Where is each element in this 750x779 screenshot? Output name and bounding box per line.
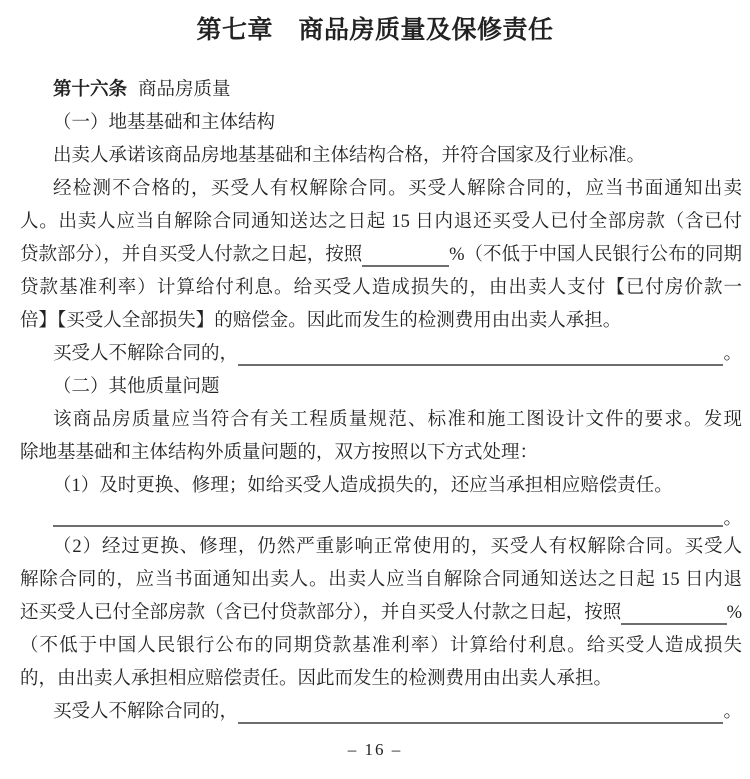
document-body <box>0 74 750 729</box>
fill-in-blank-underline <box>238 702 723 724</box>
paragraph-line: 该商品房质量应当符合有关工程质量规范、标准和施工图设计文件的要求。发现 <box>53 410 742 430</box>
no-rescind-clause-line <box>20 338 742 371</box>
paragraph-line: 人。出卖人应当自解除合同通知送达之日起 15 日内退还买受人已付全部房款（含已付 <box>20 212 742 232</box>
interest-rate-blank-underline <box>621 603 726 625</box>
paragraph-line: 的，由出卖人承担相应赔偿责任。因此而发生的检测费用由出卖人承担。 <box>20 669 613 689</box>
clause-title: 商品房质量 <box>138 80 231 100</box>
section-1-heading: （一）地基基础和主体结构 <box>53 113 276 133</box>
standalone-blank-line <box>20 503 742 531</box>
item-2-line: （2）经过更换、修理，仍然严重影响正常使用的，买受人有权解除合同。买受人 <box>53 537 742 557</box>
percent-sign: % <box>726 603 742 623</box>
no-rescind-clause-line <box>20 696 742 729</box>
clause-number: 第十六条 <box>53 80 128 100</box>
paragraph-line: 出卖人承诺该商品房地基基础和主体结构合格，并符合国家及行业标准。 <box>53 146 646 166</box>
period-mark: 。 <box>723 344 742 364</box>
interest-rate-blank-underline <box>362 245 449 267</box>
chapter-title: 第七章 商品房质量及保修责任 <box>196 16 554 44</box>
paragraph-text: %（不低于中国人民银行公布的同期 <box>449 245 742 265</box>
item-1-line: （1）及时更换、修理；如给买受人造成损失的，还应当承担相应赔偿责任。 <box>53 476 673 496</box>
section-2-heading: （二）其他质量问题 <box>53 377 220 397</box>
paragraph-line: （不低于中国人民银行公布的同期贷款基准利率）计算给付利息。给买受人造成损失 <box>20 636 742 656</box>
document-page <box>0 14 750 761</box>
paragraph-text: 贷款部分），并自买受人付款之日起，按照 <box>20 245 363 265</box>
period-mark: 。 <box>723 702 742 722</box>
paragraph-text: 买受人不解除合同的， <box>53 344 239 364</box>
fill-in-blank-underline <box>238 344 723 366</box>
paragraph-line-with-blank <box>20 239 742 272</box>
paragraph-text: 买受人不解除合同的， <box>53 702 239 722</box>
paragraph-line: 倍】【买受人全部损失】的赔偿金。因此而发生的检测费用由出卖人承担。 <box>20 311 622 331</box>
page-number: – 16 – <box>347 740 403 759</box>
paragraph-line: 除地基基础和主体结构外质量问题的，双方按照以下方式处理： <box>20 443 539 463</box>
paragraph-text: 还买受人已付全部房款（含已付贷款部分），并自买受人付款之日起，按照 <box>20 603 622 623</box>
paragraph-line: 贷款基准利率）计算给付利息。给买受人造成损失的，由出卖人支付【已付房价款一 <box>20 278 742 298</box>
fill-in-blank-underline <box>53 505 723 527</box>
paragraph-line-with-blank <box>20 597 742 630</box>
paragraph-line: 经检测不合格的，买受人有权解除合同。买受人解除合同的，应当书面通知出卖 <box>53 179 742 199</box>
paragraph-line: 解除合同的，应当书面通知出卖人。出卖人应当自解除合同通知送达之日起 15 日内退 <box>20 570 742 590</box>
period-mark: 。 <box>723 509 742 529</box>
clause-heading <box>20 74 742 107</box>
